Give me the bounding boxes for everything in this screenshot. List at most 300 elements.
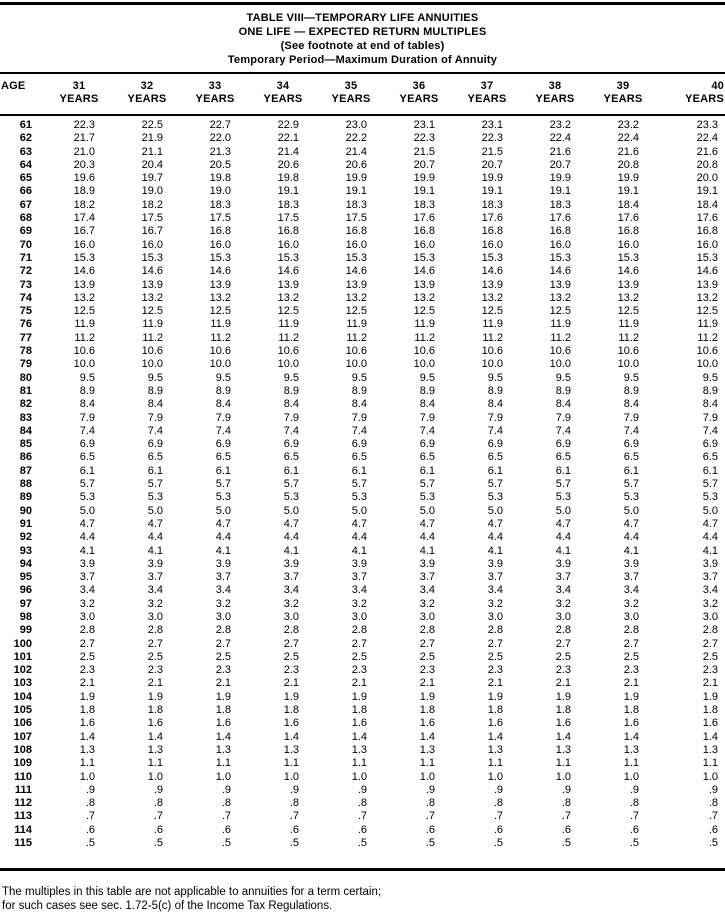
- multiple-cell: 4.1: [283, 544, 299, 557]
- multiple-cell: 2.5: [147, 650, 163, 663]
- age-cell: 78: [19, 345, 32, 358]
- multiple-cell: 8.9: [79, 384, 95, 397]
- multiple-cell: 22.7: [209, 119, 231, 131]
- multiple-cell: 8.9: [623, 384, 639, 397]
- multiple-cell: 1.6: [147, 717, 163, 730]
- multiple-cell: 2.8: [555, 624, 571, 637]
- multiple-cell: 4.1: [79, 544, 95, 557]
- age-cell: 62: [19, 132, 32, 145]
- multiple-cell: 19.0: [209, 185, 231, 198]
- multiple-cell: 6.9: [147, 438, 163, 451]
- multiple-cell: 4.4: [283, 531, 299, 544]
- age-cell: 114: [14, 823, 32, 836]
- multiple-cell: 22.2: [345, 132, 367, 145]
- multiple-cell: 1.4: [351, 730, 367, 743]
- multiple-cell: 7.9: [215, 411, 231, 424]
- multiple-cell: 14.6: [345, 265, 367, 278]
- multiple-cell: 1.1: [487, 757, 503, 770]
- column-header-year-number: 37: [480, 80, 494, 92]
- table-row-age-78: [0, 345, 725, 358]
- multiple-cell: .8: [221, 797, 231, 810]
- age-cell: 66: [19, 185, 32, 198]
- column-header-year-number: 34: [276, 80, 290, 92]
- multiple-cell: 11.9: [482, 318, 503, 331]
- multiple-cell: 11.2: [697, 331, 718, 344]
- age-cell: 97: [19, 597, 32, 610]
- multiple-cell: .9: [629, 783, 639, 796]
- multiple-cell: 2.7: [702, 637, 718, 650]
- multiple-cell: 10.6: [481, 345, 503, 358]
- multiple-cell: 13.2: [141, 291, 163, 304]
- multiple-cell: 8.9: [215, 384, 231, 397]
- multiple-cell: 1.9: [623, 690, 639, 703]
- column-header-years-label: YEARS: [59, 93, 99, 105]
- multiple-cell: 7.4: [283, 424, 299, 437]
- multiple-cell: 1.3: [487, 743, 503, 756]
- multiple-cell: 7.9: [623, 411, 639, 424]
- column-header-years-label: YEARS: [331, 93, 371, 105]
- multiple-cell: 18.3: [209, 198, 231, 211]
- multiple-cell: .8: [561, 797, 571, 810]
- multiple-cell: 16.8: [277, 225, 299, 238]
- multiple-cell: 22.4: [696, 132, 718, 145]
- multiple-cell: 16.8: [481, 225, 503, 238]
- age-cell: 87: [19, 464, 32, 477]
- multiple-cell: .7: [289, 810, 299, 823]
- multiple-cell: .6: [153, 823, 163, 836]
- multiple-cell: 15.3: [549, 251, 571, 264]
- multiple-cell: 1.6: [215, 717, 231, 730]
- multiple-cell: 1.6: [487, 717, 503, 730]
- multiple-cell: 1.4: [555, 730, 571, 743]
- multiple-cell: 10.0: [617, 358, 639, 371]
- multiple-cell: 11.9: [346, 318, 367, 331]
- multiple-cell: 16.0: [277, 238, 299, 251]
- age-cell: 103: [13, 677, 32, 690]
- multiple-cell: 1.3: [215, 743, 231, 756]
- multiple-cell: 20.6: [345, 158, 367, 171]
- multiple-cell: 5.0: [215, 504, 231, 517]
- age-cell: 75: [19, 305, 32, 318]
- multiple-cell: 13.9: [617, 278, 639, 291]
- column-header-years-label: YEARS: [535, 93, 575, 105]
- multiple-cell: 2.5: [215, 650, 231, 663]
- multiple-cell: 9.5: [702, 371, 718, 384]
- multiple-cell: 8.4: [487, 398, 503, 411]
- multiple-cell: 16.8: [209, 225, 231, 238]
- age-cell: 74: [19, 291, 32, 304]
- age-cell: 63: [19, 145, 32, 158]
- multiple-cell: .8: [425, 797, 435, 810]
- multiple-cell: 5.0: [147, 504, 163, 517]
- table-title-line3: (See footnote at end of tables): [280, 40, 445, 52]
- multiple-cell: 1.9: [487, 690, 503, 703]
- multiple-cell: 1.8: [487, 704, 503, 717]
- multiple-cell: 2.8: [419, 624, 435, 637]
- age-cell: 72: [19, 265, 32, 278]
- table-row-age-88: [0, 478, 725, 491]
- multiple-cell: 15.3: [141, 251, 163, 264]
- multiple-cell: 22.0: [209, 132, 231, 145]
- multiple-cell: 14.6: [73, 265, 95, 278]
- multiple-cell: 9.5: [351, 371, 367, 384]
- table-row-age-70: [0, 239, 725, 252]
- multiple-cell: 8.4: [147, 398, 163, 411]
- multiple-cell: 4.4: [487, 531, 503, 544]
- multiple-cell: 4.7: [215, 517, 231, 530]
- table-row-age-105: [0, 704, 725, 717]
- multiple-cell: 12.5: [413, 305, 435, 318]
- table-row-age-64: [0, 159, 725, 172]
- multiple-cell: 16.0: [617, 238, 639, 251]
- multiple-cell: 13.2: [549, 291, 571, 304]
- multiple-cell: 1.8: [623, 704, 639, 717]
- multiple-cell: 7.4: [215, 424, 231, 437]
- table-row-age-101: [0, 651, 725, 664]
- multiple-cell: 13.9: [277, 278, 299, 291]
- multiple-cell: 2.1: [623, 677, 639, 690]
- multiple-cell: 23.3: [696, 119, 718, 131]
- multiple-cell: 17.6: [696, 212, 718, 225]
- multiple-cell: 1.0: [79, 770, 95, 783]
- multiple-cell: 3.7: [283, 571, 299, 584]
- multiple-cell: 7.4: [147, 424, 163, 437]
- multiple-cell: 2.7: [623, 637, 639, 650]
- multiple-cell: 8.4: [555, 398, 571, 411]
- multiple-cell: 14.6: [617, 265, 639, 278]
- multiple-cell: 16.7: [141, 225, 163, 238]
- multiple-cell: 2.8: [487, 624, 503, 637]
- multiple-cell: 2.8: [215, 624, 231, 637]
- multiple-cell: 5.0: [702, 504, 718, 517]
- multiple-cell: 10.0: [481, 358, 503, 371]
- multiple-cell: 6.5: [702, 451, 718, 464]
- multiple-cell: 2.1: [487, 677, 503, 690]
- age-cell: 90: [19, 504, 32, 517]
- multiple-cell: 3.4: [147, 584, 163, 597]
- multiple-cell: 16.8: [696, 225, 718, 238]
- multiple-cell: 1.8: [215, 704, 231, 717]
- table-row-age-96: [0, 584, 725, 597]
- multiple-cell: 19.1: [481, 185, 503, 198]
- column-header-year-number: 40: [711, 80, 724, 92]
- multiple-cell: .9: [708, 783, 718, 796]
- multiple-cell: 8.9: [555, 384, 571, 397]
- table-row-age-61: [0, 115, 725, 132]
- multiple-cell: 3.7: [79, 571, 95, 584]
- multiple-cell: 12.5: [73, 305, 95, 318]
- age-cell: 70: [19, 238, 32, 251]
- multiple-cell: 1.4: [487, 730, 503, 743]
- multiple-cell: 1.8: [283, 704, 299, 717]
- multiple-cell: 17.5: [345, 212, 367, 225]
- multiple-cell: 4.4: [351, 531, 367, 544]
- multiple-cell: 1.3: [351, 743, 367, 756]
- multiple-cell: 19.1: [413, 185, 435, 198]
- multiple-cell: 13.9: [481, 278, 503, 291]
- multiple-cell: 7.4: [487, 424, 503, 437]
- age-cell: 83: [19, 411, 32, 424]
- column-header-year-number: 39: [616, 80, 630, 92]
- table-row-age-93: [0, 545, 725, 558]
- column-header-38-years: [521, 74, 589, 115]
- age-cell: 91: [19, 517, 32, 530]
- multiple-cell: 10.0: [141, 358, 163, 371]
- age-cell: 96: [19, 584, 32, 597]
- multiple-cell: 17.4: [73, 212, 95, 225]
- multiple-cell: 2.3: [351, 664, 367, 677]
- table-row-age-106: [0, 717, 725, 730]
- multiple-cell: 12.5: [209, 305, 231, 318]
- multiple-cell: 1.8: [79, 704, 95, 717]
- table-row-age-99: [0, 624, 725, 637]
- multiple-cell: 20.7: [481, 158, 503, 171]
- multiple-cell: 2.3: [555, 664, 571, 677]
- column-header-32-years: [113, 74, 181, 115]
- multiple-cell: 5.7: [215, 478, 231, 491]
- multiple-cell: 5.3: [487, 491, 503, 504]
- multiple-cell: 8.9: [283, 384, 299, 397]
- multiple-cell: 2.1: [351, 677, 367, 690]
- age-cell: 68: [19, 212, 32, 225]
- multiple-cell: 6.5: [283, 451, 299, 464]
- multiple-cell: 12.5: [696, 305, 718, 318]
- multiple-cell: .5: [85, 837, 95, 850]
- age-cell: 94: [19, 557, 32, 570]
- multiple-cell: 1.4: [215, 730, 231, 743]
- column-header-year-number: 33: [208, 80, 222, 92]
- multiple-cell: 13.2: [617, 291, 639, 304]
- multiple-cell: 3.9: [487, 557, 503, 570]
- multiple-cell: 10.0: [209, 358, 231, 371]
- age-cell: 61: [19, 119, 32, 131]
- multiple-cell: .5: [357, 837, 367, 850]
- column-header-year-number: 31: [72, 80, 86, 92]
- table-row-age-81: [0, 385, 725, 398]
- multiple-cell: 1.3: [702, 743, 718, 756]
- multiple-cell: 14.6: [141, 265, 163, 278]
- age-cell: 109: [13, 757, 32, 770]
- multiple-cell: 5.3: [555, 491, 571, 504]
- age-cell: 82: [19, 398, 32, 411]
- multiple-cell: .7: [425, 810, 435, 823]
- multiple-cell: 19.9: [481, 172, 503, 185]
- multiple-cell: 2.3: [487, 664, 503, 677]
- multiple-cell: 2.5: [351, 650, 367, 663]
- table-row-age-85: [0, 438, 725, 451]
- multiple-cell: 1.0: [555, 770, 571, 783]
- multiple-cell: 14.6: [696, 265, 718, 278]
- multiple-cell: 8.9: [147, 384, 163, 397]
- column-header-year-number: 36: [412, 80, 426, 92]
- multiple-cell: 11.2: [210, 331, 231, 344]
- multiple-cell: 8.4: [702, 398, 718, 411]
- multiple-cell: 13.9: [209, 278, 231, 291]
- multiple-cell: 3.4: [283, 584, 299, 597]
- multiple-cell: 4.7: [351, 517, 367, 530]
- multiple-cell: 21.0: [73, 145, 95, 158]
- multiple-cell: 4.1: [702, 544, 718, 557]
- age-cell: 102: [13, 664, 32, 677]
- multiple-cell: 8.4: [283, 398, 299, 411]
- table-row-age-102: [0, 664, 725, 677]
- multiple-cell: 6.5: [487, 451, 503, 464]
- multiple-cell: 5.0: [351, 504, 367, 517]
- table-row-age-63: [0, 146, 725, 159]
- multiple-cell: 11.9: [278, 318, 299, 331]
- multiple-cell: 14.6: [481, 265, 503, 278]
- multiple-cell: 3.9: [555, 557, 571, 570]
- multiple-cell: 4.7: [419, 517, 435, 530]
- age-cell: 67: [19, 198, 32, 211]
- multiple-cell: 21.9: [141, 132, 163, 145]
- multiple-cell: 3.4: [419, 584, 435, 597]
- age-cell: 98: [19, 610, 32, 623]
- multiple-cell: 7.9: [419, 411, 435, 424]
- multiple-cell: 1.9: [147, 690, 163, 703]
- table-row-age-104: [0, 691, 725, 704]
- multiple-cell: 3.4: [702, 584, 718, 597]
- multiple-cell: 8.4: [215, 398, 231, 411]
- multiple-cell: 3.0: [702, 610, 718, 623]
- multiple-cell: 22.3: [73, 119, 95, 131]
- multiple-cell: .6: [493, 823, 503, 836]
- multiple-cell: 2.5: [419, 650, 435, 663]
- table-title-line1: TABLE VIII—TEMPORARY LIFE ANNUITIES: [246, 12, 479, 24]
- multiple-cell: .6: [561, 823, 571, 836]
- multiple-cell: 2.3: [419, 664, 435, 677]
- multiple-cell: 2.3: [147, 664, 163, 677]
- multiple-cell: 2.1: [419, 677, 435, 690]
- table-row-age-76: [0, 318, 725, 331]
- column-header-year-number: 32: [140, 80, 154, 92]
- multiple-cell: 11.2: [618, 331, 639, 344]
- multiple-cell: 21.3: [209, 145, 231, 158]
- multiple-cell: 11.2: [142, 331, 163, 344]
- multiple-cell: 5.3: [351, 491, 367, 504]
- multiple-cell: .5: [153, 837, 163, 850]
- table-row-age-89: [0, 491, 725, 504]
- multiple-cell: 2.7: [487, 637, 503, 650]
- multiple-cell: 19.1: [277, 185, 299, 198]
- multiple-cell: .6: [425, 823, 435, 836]
- multiple-cell: 12.5: [481, 305, 503, 318]
- multiple-cell: 7.9: [147, 411, 163, 424]
- table-row-age-65: [0, 172, 725, 185]
- multiple-cell: 9.5: [79, 371, 95, 384]
- multiple-cell: 1.1: [555, 757, 571, 770]
- multiple-cell: 6.1: [419, 464, 435, 477]
- multiple-cell: 8.4: [79, 398, 95, 411]
- multiple-cell: 19.1: [345, 185, 367, 198]
- multiple-cell: .9: [289, 783, 299, 796]
- multiple-cell: 6.9: [215, 438, 231, 451]
- multiple-cell: 3.2: [147, 597, 163, 610]
- multiple-cell: 1.9: [283, 690, 299, 703]
- multiple-cell: 3.7: [623, 571, 639, 584]
- multiple-cell: 8.9: [419, 384, 435, 397]
- multiple-cell: 4.1: [623, 544, 639, 557]
- multiple-cell: .5: [493, 837, 503, 850]
- multiple-cell: 19.1: [617, 185, 639, 198]
- multiple-cell: 17.6: [481, 212, 503, 225]
- multiple-cell: 5.7: [147, 478, 163, 491]
- multiple-cell: .7: [708, 810, 718, 823]
- multiple-cell: 14.6: [209, 265, 231, 278]
- multiple-cell: 1.9: [419, 690, 435, 703]
- column-header-39-years: [589, 74, 657, 115]
- column-header-years-label: YEARS: [467, 93, 507, 105]
- multiple-cell: 10.6: [73, 345, 95, 358]
- age-cell: 104: [13, 690, 32, 703]
- multiple-cell: 1.8: [147, 704, 163, 717]
- multiple-cell: 4.7: [555, 517, 571, 530]
- table-row-age-71: [0, 252, 725, 265]
- multiple-cell: 3.0: [623, 610, 639, 623]
- multiple-cell: 16.8: [617, 225, 639, 238]
- multiple-cell: 5.3: [419, 491, 435, 504]
- multiple-cell: 21.5: [481, 145, 503, 158]
- multiple-cell: 2.3: [215, 664, 231, 677]
- multiple-cell: 4.7: [79, 517, 95, 530]
- multiple-cell: 1.0: [623, 770, 639, 783]
- multiple-cell: 18.4: [617, 198, 639, 211]
- multiple-cell: 3.9: [419, 557, 435, 570]
- multiple-cell: 4.1: [419, 544, 435, 557]
- multiple-cell: 21.4: [277, 145, 299, 158]
- multiple-cell: 13.9: [696, 278, 718, 291]
- multiple-cell: 2.8: [623, 624, 639, 637]
- multiple-cell: 1.9: [702, 690, 718, 703]
- multiple-cell: 21.7: [73, 132, 95, 145]
- column-header-years-label: YEARS: [685, 93, 724, 105]
- multiple-cell: 2.5: [555, 650, 571, 663]
- multiple-cell: 19.8: [209, 172, 231, 185]
- multiple-cell: 2.7: [147, 637, 163, 650]
- multiple-cell: 16.0: [345, 238, 367, 251]
- multiple-cell: .6: [708, 823, 718, 836]
- multiple-cell: 16.8: [549, 225, 571, 238]
- multiple-cell: .7: [561, 810, 571, 823]
- bottom-rule: [0, 868, 725, 871]
- multiple-cell: 17.6: [617, 212, 639, 225]
- age-cell: 80: [19, 371, 32, 384]
- multiple-cell: 13.2: [345, 291, 367, 304]
- multiple-cell: 2.7: [283, 637, 299, 650]
- multiple-cell: 6.9: [351, 438, 367, 451]
- multiple-cell: 11.2: [74, 331, 95, 344]
- multiple-cell: 18.3: [481, 198, 503, 211]
- multiple-cell: 20.6: [277, 158, 299, 171]
- multiple-cell: 16.8: [413, 225, 435, 238]
- multiple-cell: 1.3: [147, 743, 163, 756]
- multiple-cell: 6.5: [419, 451, 435, 464]
- multiple-cell: 1.0: [283, 770, 299, 783]
- multiple-cell: 1.6: [79, 717, 95, 730]
- table-row-age-98: [0, 611, 725, 624]
- multiple-cell: 10.6: [413, 345, 435, 358]
- age-cell: 115: [14, 837, 32, 850]
- multiple-cell: 9.5: [419, 371, 435, 384]
- multiple-cell: 2.5: [623, 650, 639, 663]
- multiple-cell: 1.6: [351, 717, 367, 730]
- multiple-cell: 3.0: [555, 610, 571, 623]
- multiple-cell: 3.2: [419, 597, 435, 610]
- multiple-cell: 22.5: [141, 119, 163, 131]
- multiple-cell: 1.1: [147, 757, 163, 770]
- multiple-cell: 3.9: [702, 557, 718, 570]
- multiple-cell: 13.2: [209, 291, 231, 304]
